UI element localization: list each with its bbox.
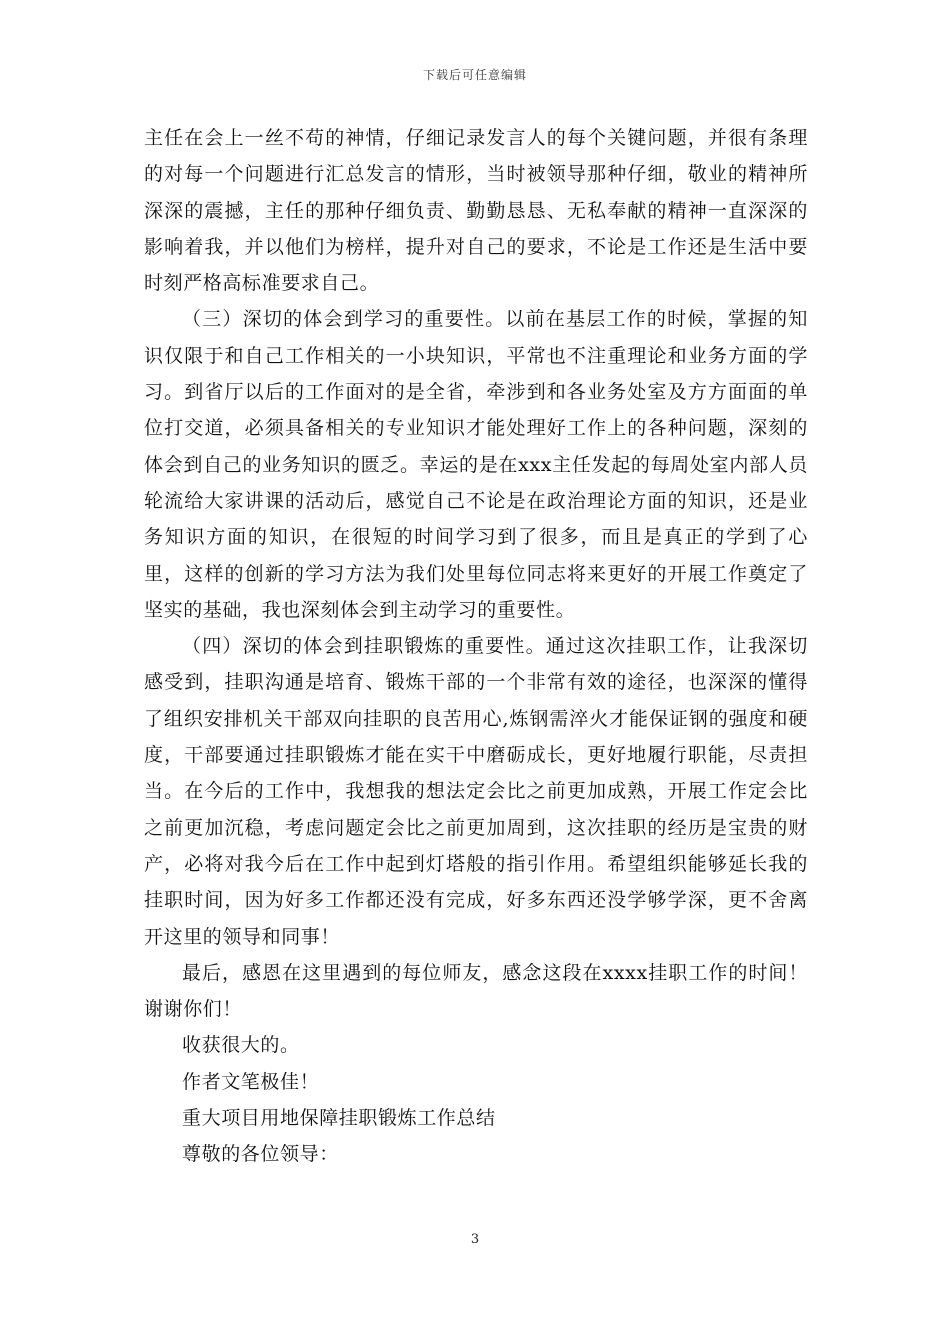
- comment-line-1: 收获很大的。: [182, 1034, 300, 1057]
- salutation: 尊敬的各位领导：: [182, 1143, 339, 1166]
- paragraph-section-three: （三）深切的体会到学习的重要性。以前在基层工作的时候，掌握的知识仅限于和自己工作相关的一小块知识，平常也不注重理论和业务方面的学习。到省厅以后的工作面对的是全省，牵涉到和各业务处室及方方面面的单位打交道，必须具备相关的专业知识才能处理好工作上的各种问题，深刻的体会到自己的业务知识的匮乏。幸运的是在xxx主任发起的每周处室内部人员轮流给大家讲课的活动后，感觉自己不论是在政治理论方面的知识，还是业务知识方面的知识，在很短的时间学习到了很多，而且是真正的学到了心里，这样的创新的学习方法为我们处里每位同志将来更好的开展工作奠定了坚实的基础，我也深刻体会到主动学习的重要性。: [144, 308, 808, 621]
- page-header: 下载后可任意编辑: [422, 68, 527, 82]
- next-document-title: 重大项目用地保障挂职锻炼工作总结: [182, 1107, 496, 1130]
- comment-line-2: 作者文笔极佳！: [182, 1070, 320, 1093]
- document-body: [144, 120, 808, 1173]
- page-number: 3: [470, 1232, 480, 1247]
- paragraph-section-four: （四）深切的体会到挂职锻炼的重要性。通过这次挂职工作，让我深切感受到，挂职沟通是培育、锻炼干部的一个非常有效的途径，也深深的懂得了组织安排机关干部双向挂职的良苦用心,炼钢需淬火才能保证钢的强度和硬度，干部要通过挂职锻炼才能在实干中磨砺成长，更好地履行职能，尽责担当。在今后的工作中，我想我的想法定会比之前更加成熟，开展工作定会比之前更加沉稳，考虑问题定会比之前更加周到，这次挂职的经历是宝贵的财产，必将对我今后在工作中起到灯塔般的指引作用。希望组织能够延长我的挂职时间，因为好多工作都还没有完成，好多东西还没学够学深，更不舍离开这里的领导和同事！: [144, 635, 808, 948]
- paragraph-closing-thanks: 最后，感恩在这里遇到的每位师友，感念这段在xxxx挂职工作的时间！谢谢你们！: [144, 961, 808, 1021]
- paragraph-continuation: 主任在会上一丝不苟的神情，仔细记录发言人的每个关键问题，并很有条理的对每一个问题进行汇总发言的情形，当时被领导那种仔细，敬业的精神所深深的震撼，主任的那种仔细负责、勤勤恳恳、无私奉献的精神一直深深的影响着我，并以他们为榜样，提升对自己的要求，不论是工作还是生活中要时刻严格高标准要求自己。: [144, 127, 808, 295]
